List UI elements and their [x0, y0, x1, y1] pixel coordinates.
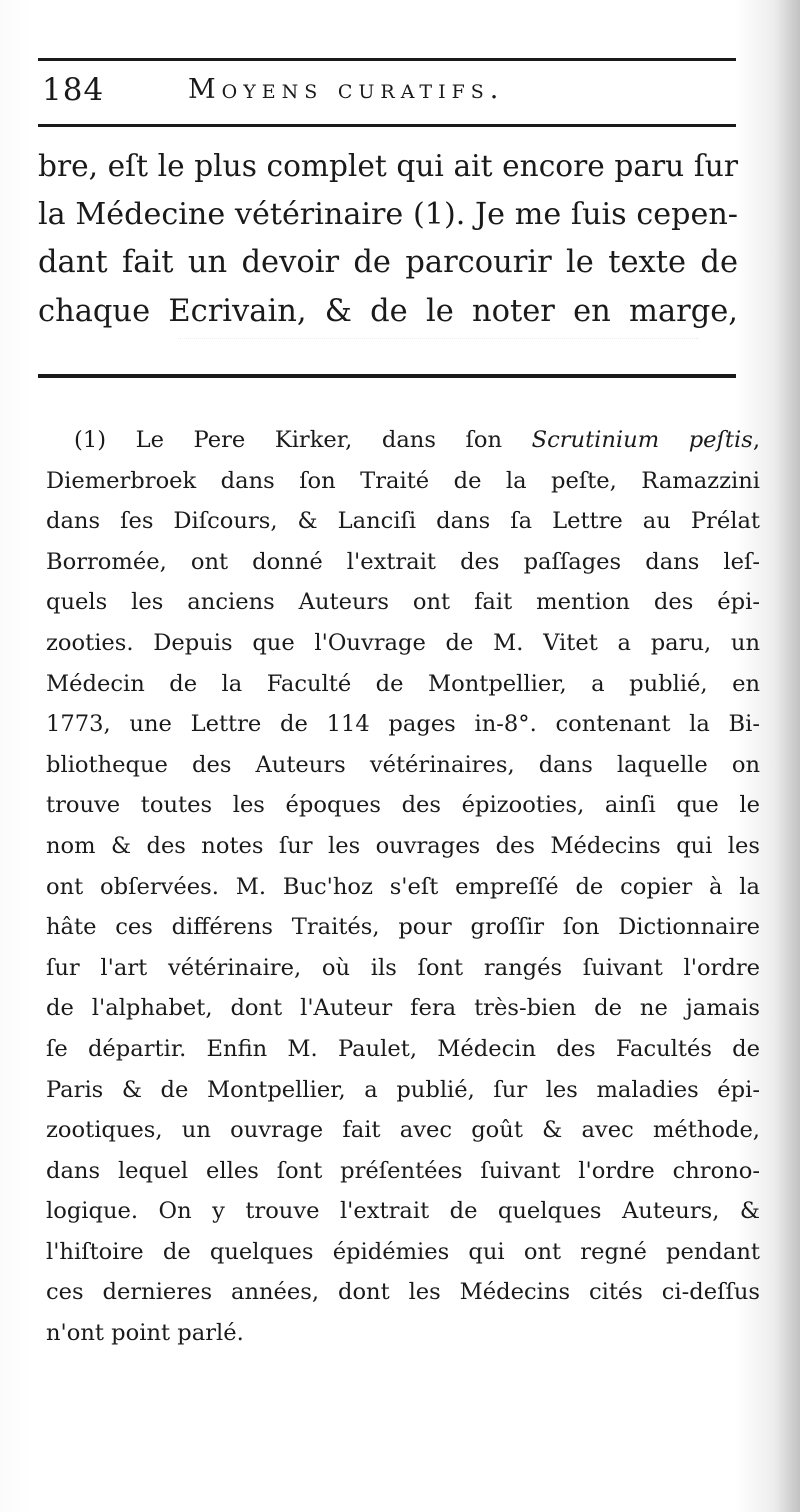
footnote-first-line [46, 420, 760, 461]
running-title: Moyens curatifs. [188, 74, 505, 105]
footnote-line: trouve toutes les époques des épizooties, ainſi que le [46, 792, 760, 819]
bleed-through-signature [190, 1370, 218, 1403]
footnote-line: Médecin de la Faculté de Montpellier, a publié, en [46, 670, 760, 697]
footnote-line: quels les anciens Auteurs ont fait mention des épi- [46, 589, 760, 616]
footnote-line: dans lequel elles ſont préſentées ſuivant l'ordre chrono- [46, 1157, 760, 1184]
footnote-text: , [752, 427, 760, 453]
footnote-separator-rule [38, 374, 736, 378]
footnote-line: zootiques, un ouvrage fait avec goût & avec méthode, [46, 1117, 760, 1144]
footnote-line: dans ſes Diſcours, & Lanciſi dans ſa Lettre au Prélat [46, 508, 760, 535]
footnote-marker: (1) [74, 427, 107, 453]
header-bottom-rule [38, 124, 736, 127]
footnote-line: ces dernieres années, dont les Médecins cités ci-deſſus [46, 1279, 760, 1306]
footnote-line: ont obſervées. M. Buc'hoz s'eſt empreſſé de copier à la [46, 873, 760, 900]
page-number: 184 [42, 72, 105, 108]
text-line: chaque Ecrivain, & de le noter en marge, [38, 293, 738, 329]
main-text [38, 142, 738, 336]
text-line: la Médecine vétérinaire (1). Je me ſuis cepen- [38, 196, 738, 232]
footnote-line: Paris & de Montpellier, a publié, ſur les maladies épi- [46, 1076, 760, 1103]
footnote [46, 420, 760, 1354]
footnote-line: logique. On y trouve l'extrait de quelques Auteurs, & [46, 1198, 760, 1225]
footnote-line: Diemerbroek dans ſon Traité de la peſte, Ramazzini [46, 467, 760, 494]
footnote-line: nom & des notes ſur les ouvrages des Médecins qui les [46, 832, 760, 859]
footnote-line: Borromée, ont donné l'extrait des paſſages dans leſ- [46, 548, 760, 575]
footnote-line: de l'alphabet, dont l'Auteur fera très-bien de ne jamais [46, 995, 760, 1022]
footnote-line: ſe départir. Enfin M. Paulet, Médecin des Facultés de [46, 1035, 760, 1062]
footnote-line: zooties. Depuis que l'Ouvrage de M. Vitet a paru, un [46, 629, 760, 656]
footnote-line: hâte ces différens Traités, pour groſſir ſon Dictionnaire [46, 914, 760, 941]
header-top-rule [38, 58, 736, 61]
running-head [38, 66, 736, 118]
footnote-line: bliotheque des Auteurs vétérinaires, dans laquelle on [46, 751, 760, 778]
bleed-through-mark [178, 338, 698, 363]
gutter-shadow [774, 0, 800, 1512]
text-line: bre, eſt le plus complet qui ait encore paru ſur [38, 149, 738, 183]
text-line: dant fait un devoir de parcourir le texte de [38, 245, 738, 280]
footnote-line: n'ont point parlé. [46, 1320, 244, 1347]
footnote-line: l'hiſtoire de quelques épidémies qui ont regné pendant [46, 1238, 760, 1265]
footnote-line: 1773, une Lettre de 114 pages in-8°. contenant la Bi- [46, 711, 760, 738]
footnote-text: Le Pere Kirker, dans ſon [106, 427, 532, 453]
footnote-italic-title: Scrutinium peſtis [531, 427, 753, 453]
footnote-line: ſur l'art vétérinaire, où ils ſont rangés ſuivant l'ordre [46, 954, 760, 981]
